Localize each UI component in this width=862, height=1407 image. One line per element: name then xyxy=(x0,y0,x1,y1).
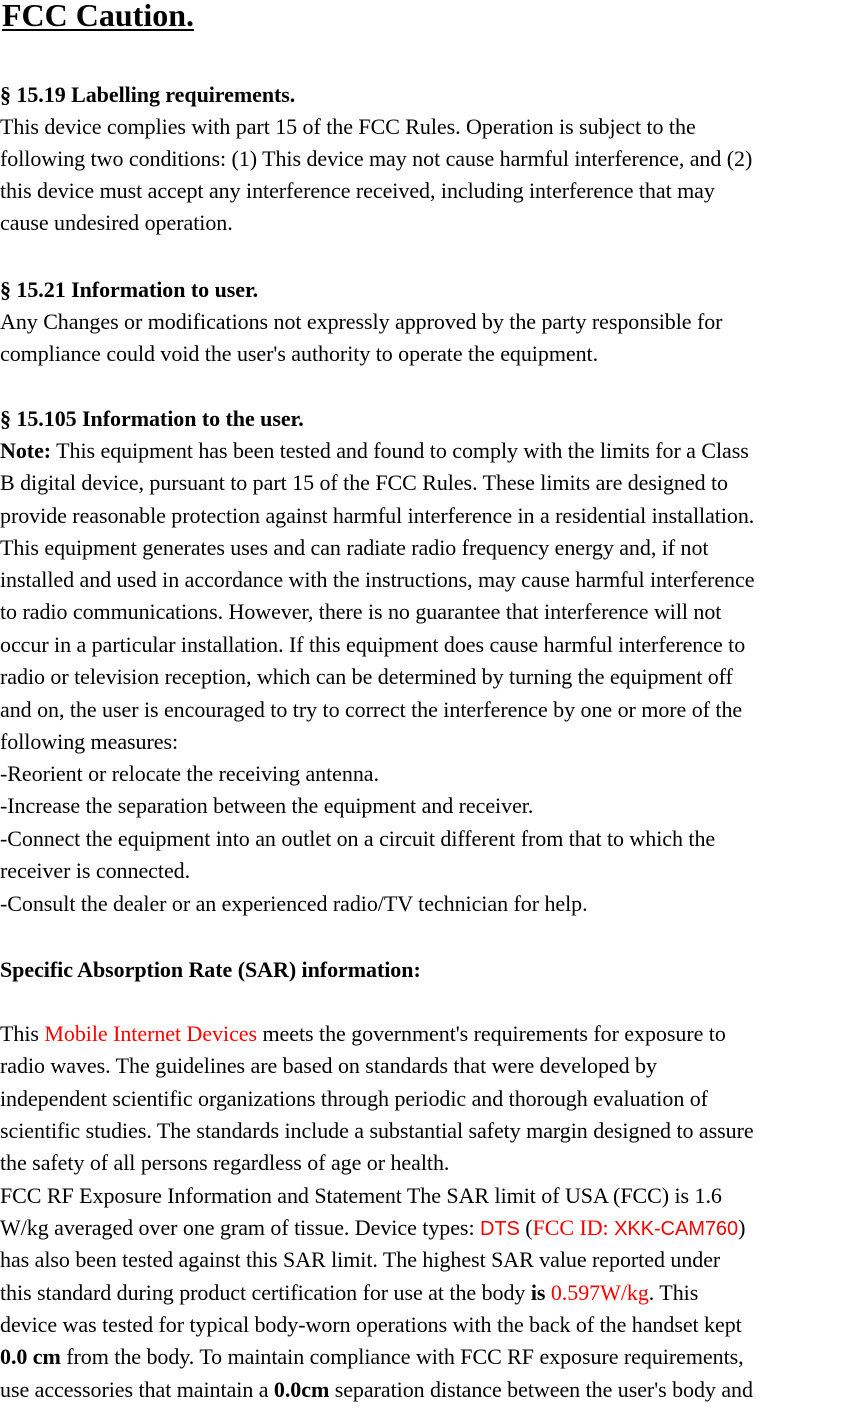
paragraph-line: compliance could void the user's authority to operate the equipment. xyxy=(0,341,599,366)
paragraph-line: cause undesired operation. xyxy=(0,210,233,235)
highest-suffix: . This xyxy=(648,1280,699,1305)
close-paren: ) xyxy=(738,1215,746,1240)
distance-value: 0.0 cm xyxy=(0,1344,61,1369)
separation-distance: 0.0cm xyxy=(273,1377,330,1402)
sar-value: 0.597W/kg xyxy=(545,1280,649,1305)
section-heading-15-21: § 15.21 Information to user. xyxy=(0,277,259,302)
accessories-line xyxy=(0,1377,753,1403)
section-heading-15-105: § 15.105 Information to the user. xyxy=(0,406,304,431)
fcc-id: XKK-CAM760 xyxy=(614,1218,739,1240)
paragraph-line: has also been tested against this SAR limit. The highest SAR value reported under xyxy=(0,1247,721,1272)
fcc-id-label: FCC ID: xyxy=(532,1215,615,1240)
accessories-prefix: use accessories that maintain a xyxy=(0,1377,274,1402)
paragraph-line: provide reasonable protection against harmful interference in a residential installation. xyxy=(0,503,755,528)
paragraph-line: FCC RF Exposure Information and Statement The SAR limit of USA (FCC) is 1.6 xyxy=(0,1183,722,1208)
measure-item: -Connect the equipment into an outlet on a circuit different from that to which the xyxy=(0,826,716,851)
distance-suffix: from the body. To maintain compliance with FCC RF exposure requirements, xyxy=(60,1344,744,1369)
section-heading-15-19: § 15.19 Labelling requirements. xyxy=(0,82,296,107)
measure-item: -Increase the separation between the equipment and receiver. xyxy=(0,793,534,818)
open-paren: ( xyxy=(519,1215,533,1240)
paragraph-line: the safety of all persons regardless of age or health. xyxy=(0,1150,450,1175)
paragraph-line: to radio communications. However, there is no guarantee that interference will not xyxy=(0,599,722,624)
paragraph-line: installed and used in accordance with the instructions, may cause harmful interference xyxy=(0,567,755,592)
paragraph-line: radio or television reception, which can be determined by turning the equipment off xyxy=(0,664,733,689)
paragraph-line: This equipment generates uses and can radiate radio frequency energy and, if not xyxy=(0,535,709,560)
paragraph-line: This device complies with part 15 of the FCC Rules. Operation is subject to the xyxy=(0,114,696,139)
section-heading-sar: Specific Absorption Rate (SAR) information: xyxy=(0,957,421,982)
sar-intro-line xyxy=(0,1021,726,1047)
paragraph-line: occur in a particular installation. If this equipment does cause harmful interference to xyxy=(0,632,746,657)
device-name: Mobile Internet Devices xyxy=(44,1021,258,1046)
paragraph-line: this device must accept any interference received, including interference that may xyxy=(0,178,715,203)
accessories-suffix: separation distance between the user's body and xyxy=(329,1377,753,1402)
sar-intro-this: This xyxy=(0,1021,45,1046)
note-label: Note: xyxy=(0,438,52,463)
is-word: is xyxy=(530,1280,546,1305)
device-type: DTS xyxy=(479,1218,520,1240)
page-title: FCC Caution. xyxy=(2,0,195,33)
paragraph-line: Any Changes or modifications not expressly approved by the party responsible for xyxy=(0,309,723,334)
sar-value-line xyxy=(0,1280,698,1306)
highest-prefix: this standard during product certification for use at the body xyxy=(0,1280,531,1305)
distance-line xyxy=(0,1344,744,1370)
device-types-prefix: W/kg averaged over one gram of tissue. Device types: xyxy=(0,1215,480,1240)
measure-item: -Reorient or relocate the receiving antenna. xyxy=(0,761,379,786)
measure-item: receiver is connected. xyxy=(0,858,191,883)
device-types-line xyxy=(0,1215,745,1241)
paragraph-line: and on, the user is encouraged to try to correct the interference by one or more of the xyxy=(0,697,743,722)
paragraph-line: scientific studies. The standards include a substantial safety margin designed to assure xyxy=(0,1118,754,1143)
paragraph-line: independent scientific organizations through periodic and thorough evaluation of xyxy=(0,1086,708,1111)
paragraph-line: following measures: xyxy=(0,729,179,754)
paragraph-line: device was tested for typical body-worn operations with the back of the handset kept xyxy=(0,1312,742,1337)
sar-intro-rest: meets the government's requirements for exposure to xyxy=(257,1021,726,1046)
paragraph-line: B digital device, pursuant to part 15 of the FCC Rules. These limits are designed to xyxy=(0,470,728,495)
measure-item: -Consult the dealer or an experienced radio/TV technician for help. xyxy=(0,891,588,916)
note-line xyxy=(0,438,749,464)
note-text: This equipment has been tested and found to comply with the limits for a Class xyxy=(51,438,749,463)
paragraph-line: following two conditions: (1) This device may not cause harmful interference, and (2) xyxy=(0,146,753,171)
paragraph-line: radio waves. The guidelines are based on standards that were developed by xyxy=(0,1053,657,1078)
